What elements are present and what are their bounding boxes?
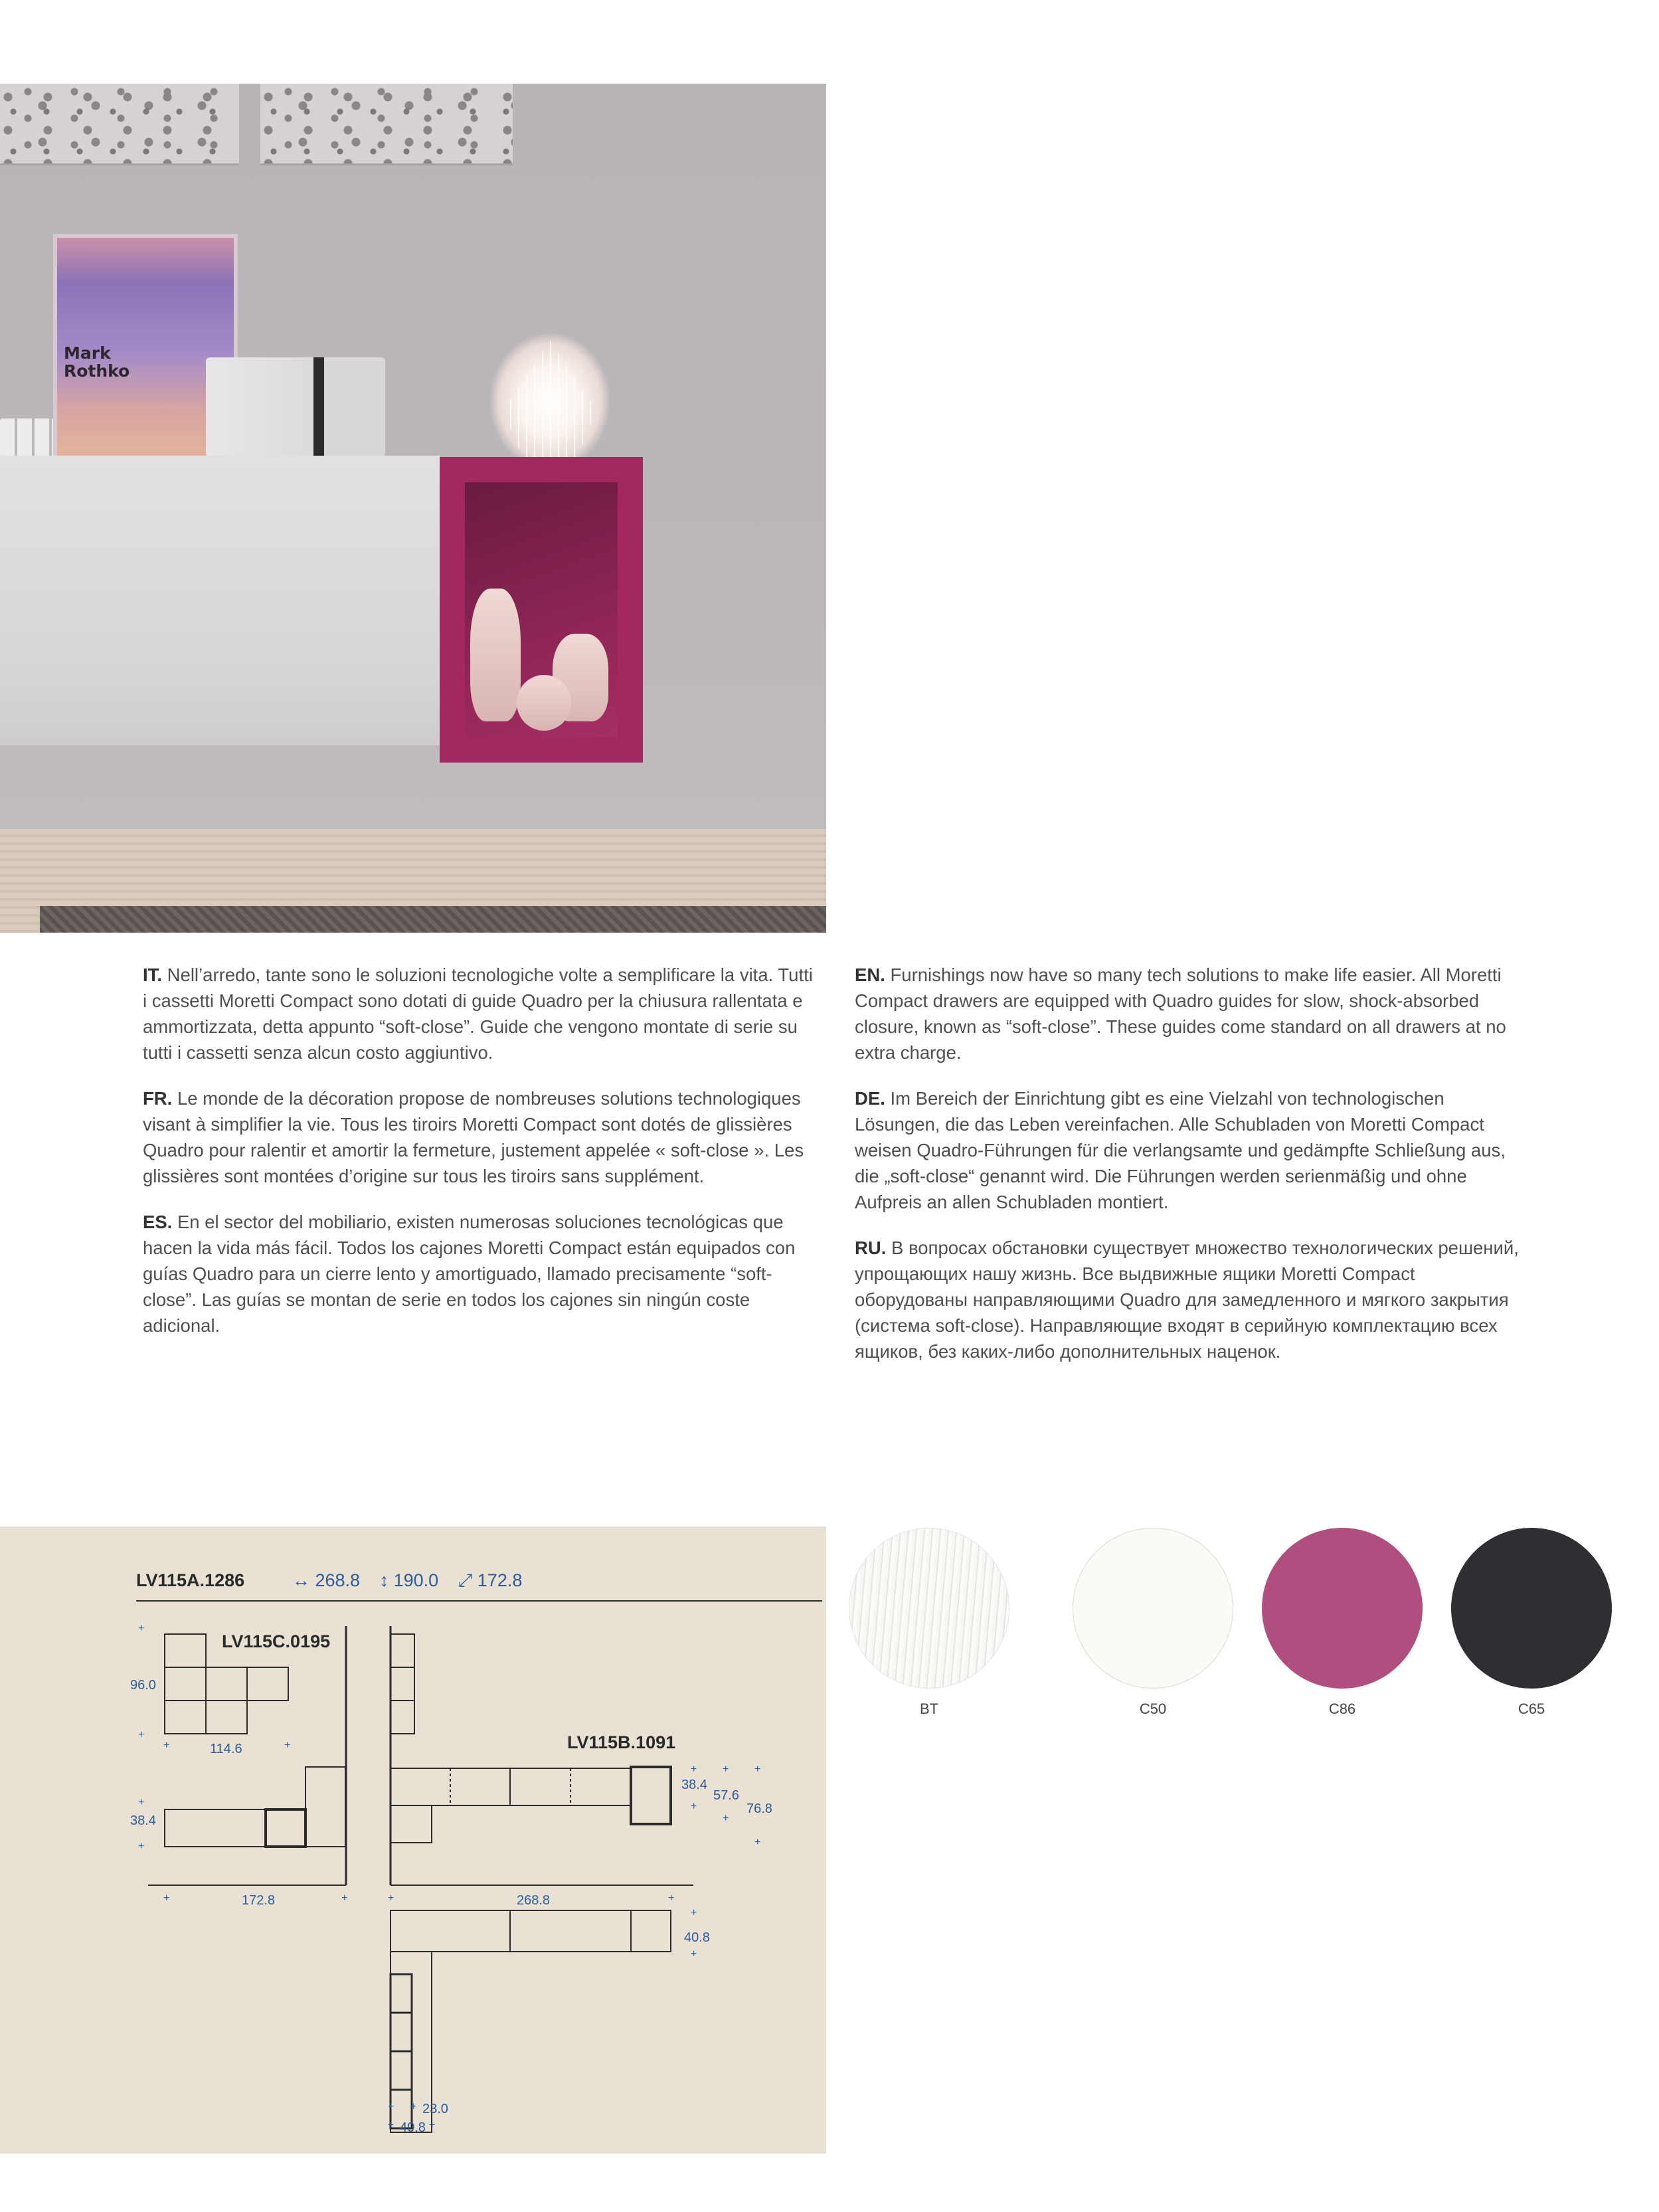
paragraph-en: EN. Furnishings now have so many tech solutions to make life easier. All Moretti Compact drawers are equipped with Quadro guides for slow, shock-absorbed closure, known as “soft-close”. These guides come standard on all drawers at no extra charge. [855, 965, 1506, 1063]
paragraph-ru: RU. В вопросах обстановки существует множество технологических решений, упрощающих нашу жизнь. Все выдвижные ящики Moretti Compact оборудованы направляющими Quadro для замедленного и мягкого закрытия (система soft-close). Направляющие входят в серийную комплектацию всех ящиков, без каких-либо дополнительных наценок. [855, 1238, 1519, 1362]
overall-dimensions [292, 1570, 537, 1592]
svg-text:+: + [691, 1907, 697, 1918]
paragraph-de: DE. Im Bereich der Einrichtung gibt es eine Vielzahl von technologischen Lösungen, die das Leben vereinfachen. Alle Schubladen von Moretti Compact weisen Quadro-Führungen für die verlangsamte und gedämpfte Schließung aus, die „soft-close“ genannt wird. Die Führungen werden serienmäßig und ohne Aufpreis an allen Schubladen montiert. [855, 1088, 1506, 1212]
dim-label: 96.0 [130, 1678, 156, 1693]
svg-text:+: + [754, 1837, 761, 1848]
svg-text:+: + [429, 2120, 436, 2131]
white-cabinet [0, 456, 440, 745]
svg-text:+: + [754, 1764, 761, 1775]
model-code-b: LV115B.1091 [567, 1732, 676, 1752]
svg-text:+: + [138, 1841, 145, 1852]
svg-text:+: + [691, 1801, 697, 1812]
svg-text:+: + [138, 1797, 145, 1808]
svg-text:+: + [341, 1892, 348, 1904]
dim-label: 38.4 [681, 1778, 707, 1792]
dimension-depth: ⤢ 172.8 [458, 1570, 523, 1590]
dim-label: 40.8 [684, 1930, 710, 1945]
svg-text:+: + [163, 1740, 170, 1751]
dimension-width: ↔ 268.8 [292, 1570, 361, 1590]
dim-label: 114.6 [210, 1742, 242, 1756]
wall-canvas-left [0, 84, 239, 165]
model-code-main: LV115A.1286 [136, 1570, 245, 1590]
dimension-height: ↕ 190.0 [379, 1570, 439, 1590]
svg-text:+: + [138, 1729, 145, 1740]
vase [517, 675, 571, 731]
text-column-left [143, 962, 814, 1358]
swatch-label: C50 [1139, 1701, 1167, 1717]
svg-text:+: + [138, 1623, 145, 1634]
speaker [206, 357, 385, 457]
dim-label: 268.8 [517, 1893, 551, 1908]
svg-text:+: + [723, 1764, 729, 1775]
dim-label: 76.8 [746, 1801, 772, 1816]
text-column-right [855, 962, 1526, 1384]
technical-drawing [0, 1526, 826, 2154]
paragraph-es: ES. En el sector del mobiliario, existen numerosas soluciones tecnológicas que hacen la vida más fácil. Todos los cajones Moretti Compact están equipados con guías Quadro para un cierre lento y amortiguado, llamado precisamente “soft-close”. Las guías se montan de serie en todos los cajones sin ningún coste adicional. [143, 1212, 796, 1336]
swatch-c65[interactable] [1451, 1528, 1612, 1689]
swatch-bt[interactable] [849, 1528, 1009, 1689]
swatch-c86[interactable] [1262, 1528, 1423, 1689]
svg-text:+: + [284, 1740, 291, 1751]
swatch-label: C65 [1518, 1701, 1545, 1717]
vase [470, 589, 521, 721]
svg-text:+: + [691, 1948, 697, 1960]
svg-text:+: + [388, 2120, 394, 2131]
paragraph-fr: FR. Le monde de la décoration propose de nombreuses solutions technologiques visant à simplifier la vie. Tous les tiroirs Moretti Compact sont dotés de glissières Quadro pour ralentir et amortir la fermeture, justement appelée « soft-close ». Les glissières sont montées d’origine sur tous les tiroirs sans supplément. [143, 1088, 804, 1186]
wall-canvas-right [260, 84, 513, 165]
model-code-c: LV115C.0195 [222, 1631, 331, 1651]
dim-label: 38.4 [130, 1813, 156, 1828]
svg-text:+: + [388, 1892, 394, 1904]
swatch-c50[interactable] [1073, 1528, 1233, 1689]
paragraph-it: IT. Nell’arredo, tante sono le soluzioni tecnologiche volte a semplificare la vita. Tutti i cassetti Moretti Compact sono dotati di guide Quadro per la chiusura rallentata e ammortizzata, detta appunto “soft-close”. Guide che vengono montate di serie su tutti i cassetti senza alcun costo aggiuntivo. [143, 965, 813, 1063]
room-photo [0, 84, 826, 933]
dim-label: 23.0 [422, 2102, 448, 2116]
technical-drawing-panel [0, 1526, 826, 2154]
svg-text:+: + [410, 2101, 417, 2112]
svg-text:+: + [388, 2101, 394, 2112]
swatch-label: BT [919, 1701, 939, 1717]
book-title: Mark Rothko [64, 343, 130, 381]
dim-label: 40.8 [400, 2120, 426, 2135]
svg-text:+: + [723, 1813, 729, 1824]
svg-text:+: + [163, 1892, 170, 1904]
dim-label: 172.8 [242, 1893, 276, 1908]
swatch-label: C86 [1328, 1701, 1356, 1717]
dim-label: 57.6 [713, 1788, 739, 1803]
rug [40, 906, 826, 933]
svg-text:+: + [668, 1892, 675, 1904]
svg-text:+: + [691, 1764, 697, 1775]
